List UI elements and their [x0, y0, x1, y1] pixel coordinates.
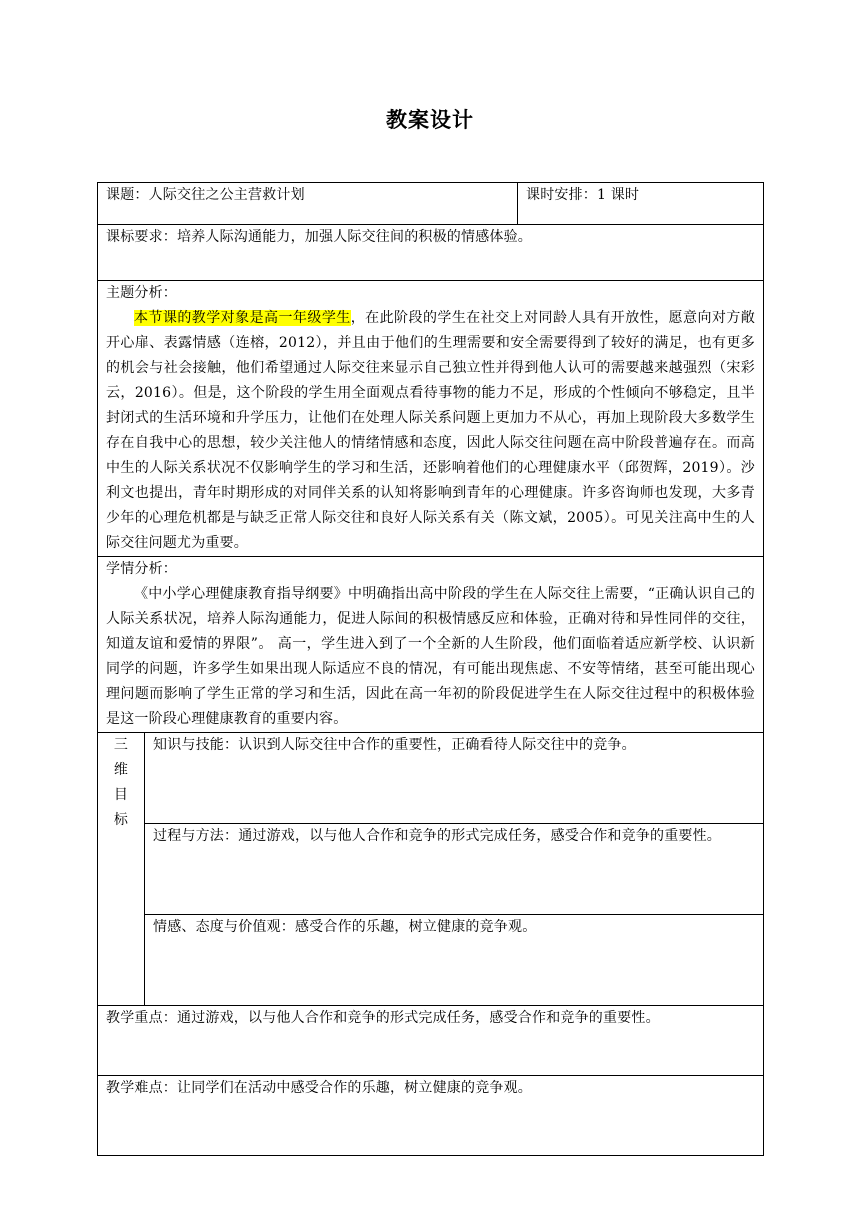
row-goal-emotion: [98, 915, 764, 1006]
goals-label-line2: 目 标: [113, 787, 129, 828]
goals-label-line1: 三 维: [113, 737, 129, 778]
highlighted-text: 本节课的教学对象是高一年级学生: [134, 310, 351, 326]
lesson-hours-cell: 课时安排：1 课时: [518, 183, 764, 225]
difficult-point-cell: 教学难点：让同学们在活动中感受合作的乐趣，树立健康的竞争观。: [98, 1076, 764, 1156]
topic-analysis-paragraph: [106, 306, 755, 556]
three-dimension-goals-label: [98, 733, 145, 1006]
goal-knowledge-cell: 知识与技能：认识到人际交往中合作的重要性，正确看待人际交往中的竞争。: [145, 733, 764, 824]
student-analysis-heading: 学情分析：: [106, 561, 177, 577]
key-point-cell: 教学重点：通过游戏，以与他人合作和竞争的形式完成任务，感受合作和竞争的重要性。: [98, 1006, 764, 1076]
row-key-point: [98, 1006, 764, 1076]
row-goal-process: [98, 824, 764, 915]
student-analysis-cell: [98, 557, 764, 733]
topic-analysis-cell: [98, 281, 764, 557]
row-difficult-point: [98, 1076, 764, 1156]
curriculum-requirement-cell: 课标要求：培养人际沟通能力，加强人际交往间的积极的情感体验。: [98, 225, 764, 281]
lesson-plan-table: [97, 182, 764, 1156]
row-student-analysis: [98, 557, 764, 733]
goal-emotion-cell: 情感、态度与价值观：感受合作的乐趣，树立健康的竞争观。: [145, 915, 764, 1006]
lesson-topic-cell: 课题：人际交往之公主营救计划: [98, 183, 518, 225]
goal-process-cell: 过程与方法：通过游戏，以与他人合作和竞争的形式完成任务，感受合作和竞争的重要性。: [145, 824, 764, 915]
row-topic-hours: [98, 183, 764, 225]
row-topic-analysis: [98, 281, 764, 557]
student-analysis-paragraph: 《中小学心理健康教育指导纲要》中明确指出高中阶段的学生在人际交往上需要，“正确认识自己的人际关系状况，培养人际沟通能力，促进人际间的积极情感反应和体验，正确对待和异性同伴的交往，知道友谊和爱情的界限”。 高一，学生进入到了一个全新的人生阶段，他们面临着适应新学校、认识新同学的问题，许多学生如果出现人际适应不良的情况，有可能出现焦虑、不安等情绪，甚至可能出现心理问题而影响了学生正常的学习和生活，因此在高一年初的阶段促进学生在人际交往过程中的积极体验是这一阶段心理健康教育的重要内容。: [106, 586, 755, 727]
row-goal-knowledge: [98, 733, 764, 824]
page-title: 教案设计: [386, 108, 474, 132]
topic-analysis-heading: 主题分析：: [106, 285, 177, 301]
row-curriculum: [98, 225, 764, 281]
topic-analysis-body: ，在此阶段的学生在社交上对同龄人具有开放性，愿意向对方敞开心扉、表露情感（连榕，2012），并且由于他们的生理需要和安全需要得到了较好的满足，也有更多的机会与社会接触，他们希望通过人际交往来显示自己独立性并得到他人认可的需要越来越强烈（宋彩云，2016）。但是，这个阶段的学生用全面观点看待事物的能力不足，形成的个性倾向不够稳定，且半封闭式的生活环境和升学压力，让他们在处理人际关系问题上更加力不从心，再加上现阶段大多数学生存在自我中心的思想，较少关注他人的情绪情感和态度，因此人际交往问题在高中阶段普遍存在。而高中生的人际关系状况不仅影响学生的学习和生活，还影响着他们的心理健康水平（邱贺辉，2019）。沙利文也提出，青年时期形成的对同伴关系的认知将影响到青年的心理健康。许多咨询师也发现，大多青少年的心理危机都是与缺乏正常人际交往和良好人际关系有关（陈文斌，2005）。可见关注高中生的人际交往问题尤为重要。: [106, 310, 755, 551]
